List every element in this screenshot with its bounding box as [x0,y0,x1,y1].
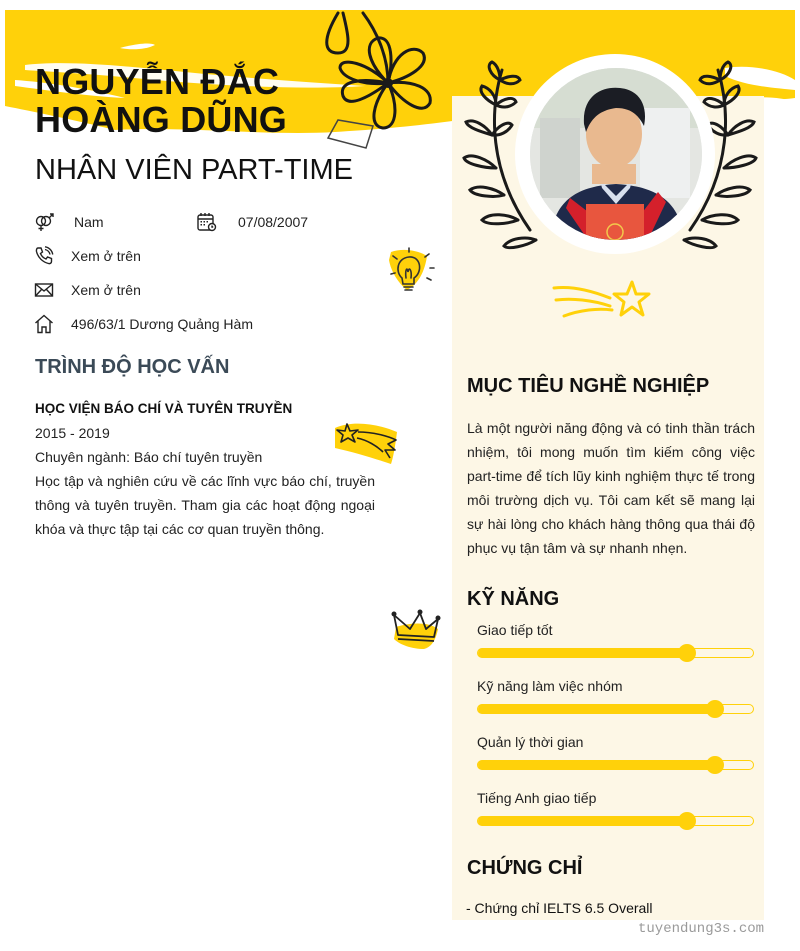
yellow-star-doodle-icon [550,278,654,328]
certificate-item: - Chứng chỉ IELTS 6.5 Overall [466,900,653,916]
email-row [34,280,141,300]
skill-bar-fill [478,760,715,770]
skill-bar-track [477,760,754,770]
education-major: Chuyên ngành: Báo chí tuyên truyền [35,449,263,465]
flower-doodle-icon [318,8,448,158]
skill-bar-track [477,704,754,714]
envelope-icon [34,280,56,300]
name-line-1: NGUYỄN ĐẮC [35,61,280,102]
skill-bar-knob [706,756,724,774]
phone-icon [34,246,56,266]
skill-bar-fill [478,648,687,658]
skill-bar-track [477,648,754,658]
address-row [34,314,253,334]
skill-label: Kỹ năng làm việc nhóm [477,678,623,694]
crown-doodle-icon [388,605,442,651]
birthday-value: 07/08/2007 [238,214,309,230]
education-description: Học tập và nghiên cứu về các lĩnh vực báo chí, truyền thông và tuyên truyền. Tham gia các hoạt động ngoại khóa và thực tập tại các cơ quan truyền thông. [35,473,375,537]
skills-section-title: KỸ NĂNG [467,588,560,610]
profile-photo [530,68,702,240]
phone-row [34,246,141,266]
candidate-name [35,63,287,139]
gender-row [34,212,104,232]
gender-value: Nam [74,214,104,230]
phone-value: Xem ở trên [71,248,141,264]
watermark: tuyendung3s.com [638,921,765,937]
skill-bar-knob [678,644,696,662]
education-entry [35,397,375,541]
shooting-star-doodle-icon [333,418,399,468]
objective-text: Là một người năng động và có tinh thần trách nhiệm, tôi mong muốn tìm kiếm công việc part-time để tích lũy kinh nghiệm thực tế trong môi trường dịch vụ. Tôi cam kết sẽ mang lại sự hài lòng cho khách hàng thông qua thái độ phục vụ tận tâm và sự nhanh nhẹn. [467,420,755,556]
skill-bar-fill [478,816,687,826]
job-title: NHÂN VIÊN PART-TIME [35,154,353,186]
skill-bar-knob [706,700,724,718]
email-value: Xem ở trên [71,282,141,298]
school-name: HỌC VIỆN BÁO CHÍ VÀ TUYÊN TRUYỀN [35,401,293,416]
calendar-icon [196,212,218,232]
name-line-2: HOÀNG DŨNG [35,99,287,140]
skill-bar-knob [678,812,696,830]
education-years: 2015 - 2019 [35,425,110,441]
certificates-section-title: CHỨNG CHỈ [467,857,583,879]
home-icon [34,314,56,334]
skill-label: Tiếng Anh giao tiếp [477,790,597,806]
gender-icon [34,212,56,232]
skill-bar-fill [478,704,715,714]
education-section-title: TRÌNH ĐỘ HỌC VẤN [35,356,230,378]
skill-label: Quản lý thời gian [477,734,584,750]
birthday-row [196,212,308,232]
lightbulb-doodle-icon [385,244,445,300]
address-value: 496/63/1 Dương Quảng Hàm [71,316,253,332]
skill-label: Giao tiếp tốt [477,622,553,638]
skill-bar-track [477,816,754,826]
objective-section-title: MỤC TIÊU NGHỀ NGHIỆP [467,375,710,397]
